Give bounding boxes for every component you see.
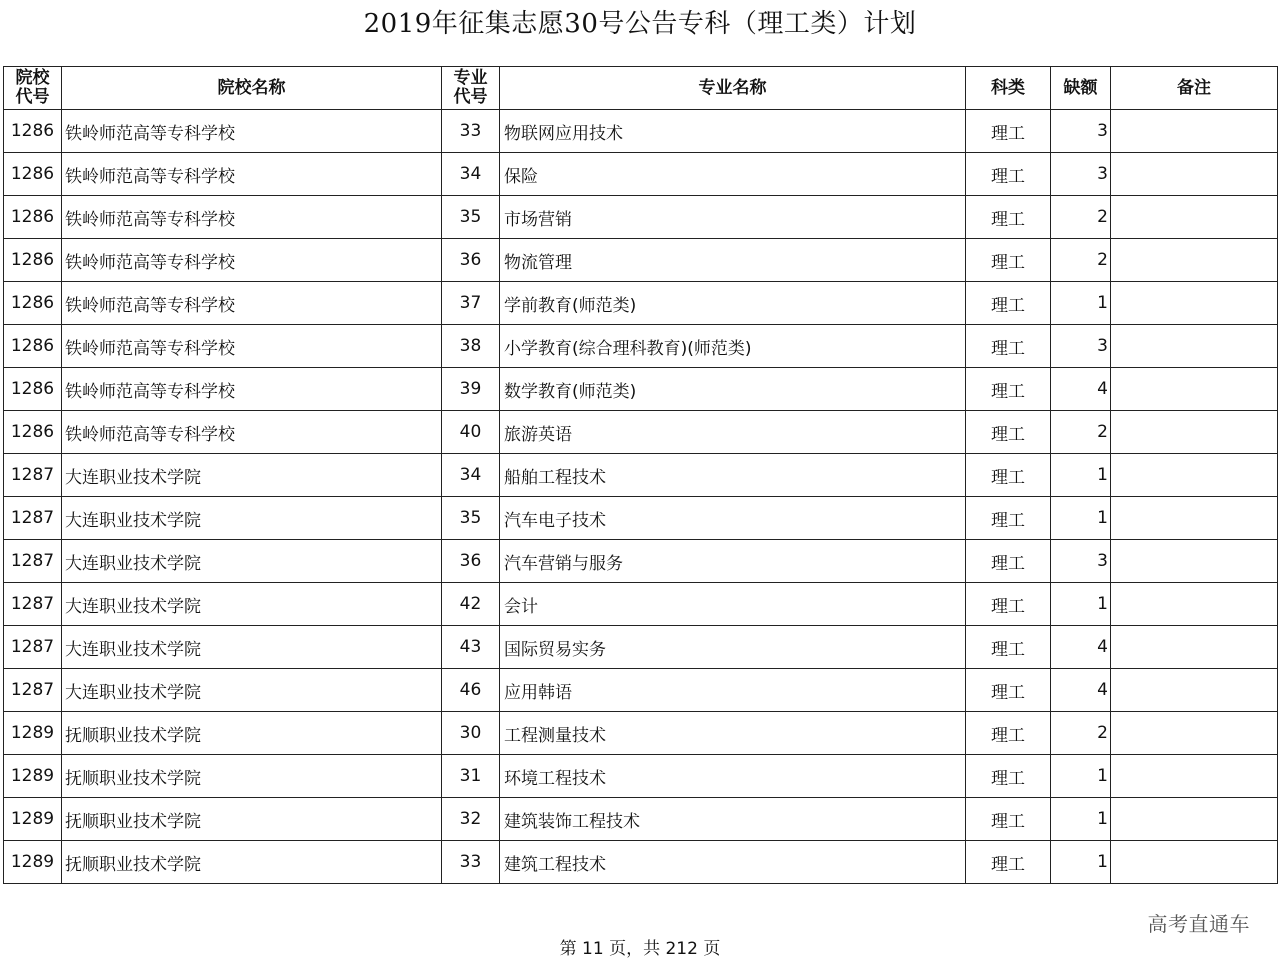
cell-quota: 4: [1051, 669, 1111, 712]
cell-note: [1111, 368, 1278, 411]
cell-school-name: 铁岭师范高等专科学校: [62, 411, 442, 454]
cell-major-name: 数学教育(师范类): [500, 368, 966, 411]
cell-major-code: 37: [442, 282, 500, 325]
cell-major-name: 汽车电子技术: [500, 497, 966, 540]
cell-school-name: 大连职业技术学院: [62, 497, 442, 540]
cell-note: [1111, 626, 1278, 669]
cell-category: 理工: [966, 368, 1051, 411]
cell-major-code: 34: [442, 454, 500, 497]
cell-category: 理工: [966, 583, 1051, 626]
cell-note: [1111, 669, 1278, 712]
cell-major-name: 学前教育(师范类): [500, 282, 966, 325]
cell-major-name: 物流管理: [500, 239, 966, 282]
cell-school-code: 1286: [4, 110, 62, 153]
cell-quota: 1: [1051, 798, 1111, 841]
cell-category: 理工: [966, 669, 1051, 712]
cell-note: [1111, 325, 1278, 368]
page-title: 2019年征集志愿30号公告专科（理工类）计划: [363, 9, 917, 39]
cell-major-name: 工程测量技术: [500, 712, 966, 755]
cell-major-code: 35: [442, 196, 500, 239]
cell-category: 理工: [966, 798, 1051, 841]
cell-major-code: 34: [442, 153, 500, 196]
cell-school-name: 铁岭师范高等专科学校: [62, 110, 442, 153]
cell-note: [1111, 755, 1278, 798]
cell-category: 理工: [966, 626, 1051, 669]
cell-category: 理工: [966, 841, 1051, 884]
cell-category: 理工: [966, 755, 1051, 798]
cell-quota: 1: [1051, 755, 1111, 798]
cell-quota: 4: [1051, 626, 1111, 669]
cell-major-code: 36: [442, 239, 500, 282]
cell-note: [1111, 239, 1278, 282]
cell-school-name: 抚顺职业技术学院: [62, 798, 442, 841]
cell-quota: 3: [1051, 153, 1111, 196]
cell-school-name: 抚顺职业技术学院: [62, 712, 442, 755]
cell-school-code: 1286: [4, 282, 62, 325]
cell-quota: 1: [1051, 497, 1111, 540]
cell-quota: 4: [1051, 368, 1111, 411]
cell-quota: 2: [1051, 196, 1111, 239]
cell-major-name: 应用韩语: [500, 669, 966, 712]
cell-school-name: 铁岭师范高等专科学校: [62, 282, 442, 325]
cell-category: 理工: [966, 282, 1051, 325]
cell-quota: 2: [1051, 239, 1111, 282]
cell-school-code: 1286: [4, 325, 62, 368]
table-row: [4, 239, 1278, 282]
cell-note: [1111, 540, 1278, 583]
cell-school-code: 1289: [4, 712, 62, 755]
cell-school-code: 1289: [4, 841, 62, 884]
cell-category: 理工: [966, 497, 1051, 540]
cell-school-code: 1286: [4, 153, 62, 196]
watermark-text: 高考直通车: [1147, 912, 1250, 936]
table-row: [4, 153, 1278, 196]
table-row: [4, 110, 1278, 153]
cell-major-name: 会计: [500, 583, 966, 626]
cell-note: [1111, 411, 1278, 454]
cell-school-name: 大连职业技术学院: [62, 540, 442, 583]
cell-category: 理工: [966, 712, 1051, 755]
table-row: [4, 712, 1278, 755]
cell-note: [1111, 583, 1278, 626]
cell-school-code: 1286: [4, 239, 62, 282]
cell-quota: 1: [1051, 841, 1111, 884]
table-row: [4, 411, 1278, 454]
table-header-row: [4, 67, 1278, 110]
cell-note: [1111, 282, 1278, 325]
cell-school-code: 1287: [4, 583, 62, 626]
table-row: [4, 669, 1278, 712]
table-row: [4, 841, 1278, 884]
cell-major-code: 30: [442, 712, 500, 755]
cell-note: [1111, 153, 1278, 196]
cell-note: [1111, 110, 1278, 153]
cell-school-code: 1287: [4, 497, 62, 540]
cell-major-name: 船舶工程技术: [500, 454, 966, 497]
cell-category: 理工: [966, 110, 1051, 153]
table-row: [4, 368, 1278, 411]
cell-major-code: 36: [442, 540, 500, 583]
cell-note: [1111, 454, 1278, 497]
cell-major-code: 42: [442, 583, 500, 626]
header-note: 备注: [1111, 67, 1278, 110]
cell-category: 理工: [966, 196, 1051, 239]
header-quota: 缺额: [1051, 67, 1111, 110]
cell-category: 理工: [966, 411, 1051, 454]
cell-note: [1111, 798, 1278, 841]
cell-school-name: 抚顺职业技术学院: [62, 755, 442, 798]
cell-school-code: 1289: [4, 798, 62, 841]
cell-major-name: 小学教育(综合理科教育)(师范类): [500, 325, 966, 368]
cell-major-code: 39: [442, 368, 500, 411]
cell-major-name: 保险: [500, 153, 966, 196]
cell-school-name: 大连职业技术学院: [62, 583, 442, 626]
cell-quota: 3: [1051, 110, 1111, 153]
cell-major-name: 建筑工程技术: [500, 841, 966, 884]
table-row: [4, 196, 1278, 239]
header-major-code-label: 专业 代号: [453, 68, 488, 107]
cell-school-name: 铁岭师范高等专科学校: [62, 239, 442, 282]
table-row: [4, 282, 1278, 325]
cell-school-name: 大连职业技术学院: [62, 626, 442, 669]
cell-category: 理工: [966, 239, 1051, 282]
cell-major-code: 40: [442, 411, 500, 454]
cell-major-code: 38: [442, 325, 500, 368]
cell-school-name: 大连职业技术学院: [62, 669, 442, 712]
table-row: [4, 497, 1278, 540]
header-major-code: [442, 67, 500, 110]
cell-major-code: 43: [442, 626, 500, 669]
cell-major-name: 物联网应用技术: [500, 110, 966, 153]
cell-major-name: 市场营销: [500, 196, 966, 239]
header-school-code-label: 院校 代号: [15, 68, 50, 107]
table-row: [4, 755, 1278, 798]
cell-major-name: 国际贸易实务: [500, 626, 966, 669]
cell-school-name: 抚顺职业技术学院: [62, 841, 442, 884]
cell-category: 理工: [966, 153, 1051, 196]
cell-school-code: 1287: [4, 626, 62, 669]
cell-note: [1111, 497, 1278, 540]
cell-school-code: 1287: [4, 669, 62, 712]
cell-note: [1111, 841, 1278, 884]
cell-quota: 1: [1051, 583, 1111, 626]
header-school-code: [4, 67, 62, 110]
table-row: [4, 540, 1278, 583]
cell-school-name: 大连职业技术学院: [62, 454, 442, 497]
cell-quota: 2: [1051, 712, 1111, 755]
cell-major-name: 建筑装饰工程技术: [500, 798, 966, 841]
cell-school-code: 1287: [4, 540, 62, 583]
cell-note: [1111, 712, 1278, 755]
table-row: [4, 454, 1278, 497]
cell-school-name: 铁岭师范高等专科学校: [62, 325, 442, 368]
cell-category: 理工: [966, 325, 1051, 368]
cell-school-name: 铁岭师范高等专科学校: [62, 196, 442, 239]
cell-major-code: 33: [442, 110, 500, 153]
page-footer: 第 11 页，共 212 页: [559, 939, 721, 959]
cell-quota: 2: [1051, 411, 1111, 454]
enrollment-plan-table: [3, 66, 1278, 884]
table-row: [4, 583, 1278, 626]
cell-major-code: 32: [442, 798, 500, 841]
cell-school-name: 铁岭师范高等专科学校: [62, 153, 442, 196]
cell-quota: 1: [1051, 454, 1111, 497]
cell-quota: 3: [1051, 540, 1111, 583]
cell-note: [1111, 196, 1278, 239]
cell-quota: 1: [1051, 282, 1111, 325]
cell-school-name: 铁岭师范高等专科学校: [62, 368, 442, 411]
header-major-name: 专业名称: [500, 67, 966, 110]
cell-school-code: 1286: [4, 196, 62, 239]
cell-quota: 3: [1051, 325, 1111, 368]
cell-major-code: 31: [442, 755, 500, 798]
table-row: [4, 325, 1278, 368]
header-category: 科类: [966, 67, 1051, 110]
cell-major-code: 35: [442, 497, 500, 540]
cell-school-code: 1286: [4, 411, 62, 454]
cell-major-name: 汽车营销与服务: [500, 540, 966, 583]
cell-school-code: 1287: [4, 454, 62, 497]
cell-school-code: 1286: [4, 368, 62, 411]
cell-school-code: 1289: [4, 755, 62, 798]
table-row: [4, 798, 1278, 841]
cell-major-name: 旅游英语: [500, 411, 966, 454]
table-row: [4, 626, 1278, 669]
cell-category: 理工: [966, 454, 1051, 497]
cell-major-name: 环境工程技术: [500, 755, 966, 798]
cell-major-code: 33: [442, 841, 500, 884]
cell-major-code: 46: [442, 669, 500, 712]
cell-category: 理工: [966, 540, 1051, 583]
header-school-name: 院校名称: [62, 67, 442, 110]
